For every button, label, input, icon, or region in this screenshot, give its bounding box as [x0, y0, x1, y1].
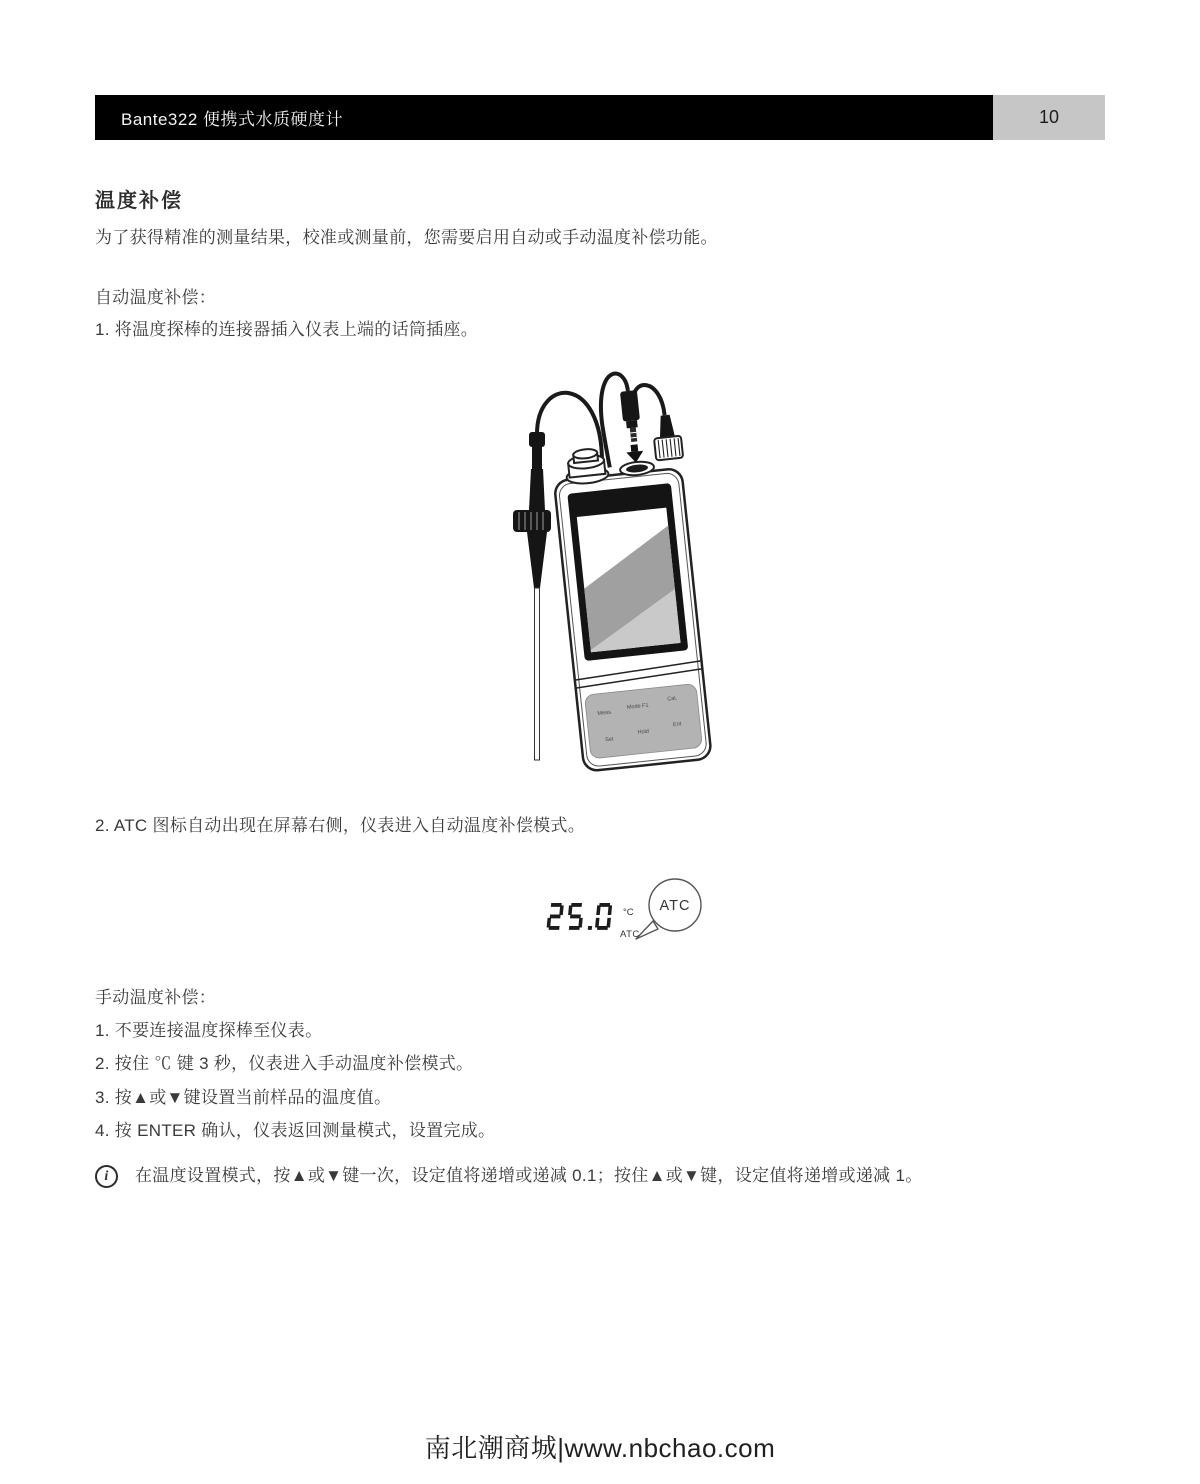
meter-body — [543, 367, 714, 771]
lcd-display-figure — [535, 865, 725, 970]
balloon-label: ATC — [659, 898, 691, 914]
key-hold: Hold — [637, 728, 650, 736]
key-meas: Meas. — [597, 709, 613, 717]
key-set: Set — [604, 736, 614, 744]
intro-paragraph: 为了获得精准的测量结果，校准或测量前，您需要启用自动或手动温度补偿功能。 — [95, 228, 718, 247]
header-title: Bante322 便携式水质硬度计 — [121, 110, 344, 129]
probe-rod — [535, 588, 540, 760]
page-number: 10 — [1038, 107, 1060, 127]
meter-screen — [567, 483, 688, 661]
right-connector — [652, 414, 683, 461]
header-bar — [95, 95, 993, 140]
manual-step-4: 4. 按 ENTER 确认，仪表返回测量模式，设置完成。 — [95, 1121, 496, 1140]
lcd-figure — [535, 865, 725, 970]
meter-keypad — [584, 684, 702, 759]
jack-plug — [620, 390, 642, 442]
down-arrow-icon — [626, 444, 645, 464]
key-mode: Mode F1 — [626, 702, 649, 711]
auto-step-1: 1. 将温度探棒的连接器插入仪表上端的话筒插座。 — [95, 320, 479, 339]
footer-text: 南北潮商城|www.nbchao.com — [424, 1433, 776, 1463]
manual-step-2: 2. 按住 ℃ 键 3 秒，仪表进入手动温度补偿模式。 — [95, 1054, 474, 1073]
page-header — [95, 95, 1105, 140]
manual-step-3: 3. 按▲或▼键设置当前样品的温度值。 — [95, 1088, 392, 1107]
manual-heading: 手动温度补偿： — [95, 988, 217, 1007]
info-icon: i — [95, 1165, 118, 1188]
page-number-badge — [993, 95, 1105, 140]
note-text: 在温度设置模式，按▲或▼键一次，设定值将递增或递减 0.1；按住▲或▼键，设定值将递增或递减 1。 — [135, 1166, 923, 1185]
auto-step-2: 2. ATC 图标自动出现在屏幕右侧，仪表进入自动温度补偿模式。 — [95, 816, 586, 835]
lcd-value — [546, 903, 612, 930]
info-note — [95, 1164, 1085, 1188]
section-title: 温度补偿 — [95, 190, 183, 212]
degree-unit: °C — [623, 907, 634, 918]
key-cal: Cal. — [667, 695, 678, 703]
key-ent: Ent — [672, 721, 682, 729]
auto-heading: 自动温度补偿： — [95, 288, 217, 307]
meter-figure — [480, 362, 760, 800]
atc-indicator: ATC — [620, 929, 640, 940]
device-illustration — [480, 362, 760, 800]
atc-balloon — [636, 879, 701, 939]
manual-step-1: 1. 不要连接温度探棒至仪表。 — [95, 1021, 323, 1040]
